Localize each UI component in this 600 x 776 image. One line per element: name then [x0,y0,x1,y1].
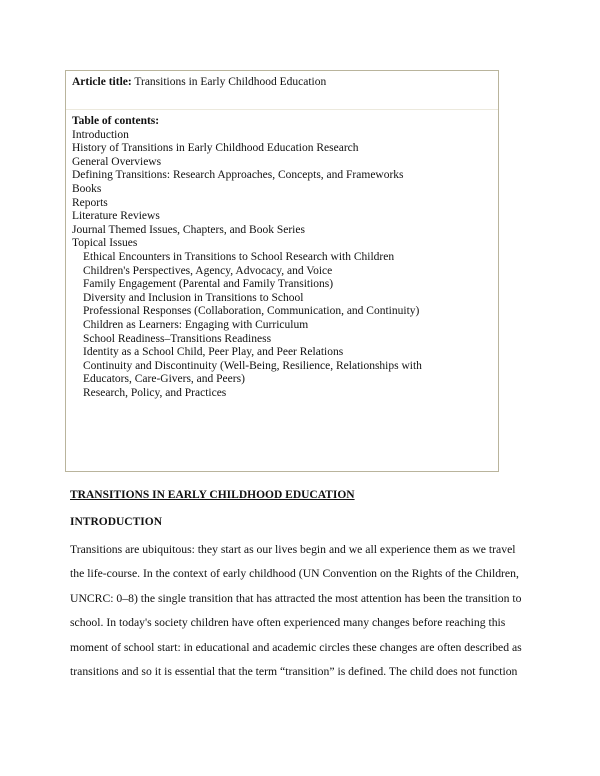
toc-item: Reports [72,196,108,209]
toc-item: Books [72,182,102,195]
table-of-contents [72,115,422,400]
body-line: school. In today's society children have often experienced many changes before reaching this [70,616,506,630]
toc-subitem: Ethical Encounters in Transitions to School Research with Children [83,250,395,263]
toc-subitem: Diversity and Inclusion in Transitions to School [83,291,304,304]
toc-item: General Overviews [72,155,162,168]
body-line: moment of school start: in educational and academic circles these changes are often described as [70,640,522,654]
toc-subitem: School Readiness–Transitions Readiness [83,332,272,345]
toc-subitem: Continuity and Discontinuity (Well-Being, Resilience, Relationships with [83,359,422,372]
article-title-row [66,71,498,110]
toc-item: Literature Reviews [72,210,160,223]
introduction-heading: INTRODUCTION [70,516,163,528]
toc-subitem: Professional Responses (Collaboration, Communication, and Continuity) [83,305,420,318]
toc-item: Introduction [72,128,129,141]
toc-subitem: Children as Learners: Engaging with Curriculum [83,318,309,331]
body-line: Transitions are ubiquitous: they start as our lives begin and we all experience them as we travel [70,543,516,556]
toc-label: Table of contents: [72,115,160,127]
body-line: transitions and so it is essential that the term “transition” is defined. The child does not function [70,665,518,679]
body-line: the life-course. In the context of early childhood (UN Convention on the Rights of the Children, [70,567,519,581]
toc-item: Journal Themed Issues, Chapters, and Book Series [72,223,305,236]
toc-subitem: Family Engagement (Parental and Family Transitions) [83,278,334,291]
article-title [72,76,326,89]
toc-box [65,70,499,472]
toc-subitem: Children's Perspectives, Agency, Advocacy, and Voice [83,264,333,277]
body-line: UNCRC: 0–8) the single transition that has attracted the most attention has been the transition to [70,591,522,605]
toc-subitem: Research, Policy, and Practices [83,386,227,399]
toc-item: History of Transitions in Early Childhood Education Research [72,142,359,155]
toc-item: Defining Transitions: Research Approaches, Concepts, and Frameworks [72,169,404,182]
article-title-value: Transitions in Early Childhood Education [134,76,327,88]
article-title-label: Article title: [72,76,132,88]
introduction-body [70,538,532,684]
toc-subitem: Identity as a School Child, Peer Play, and Peer Relations [83,346,344,359]
article-main-heading: TRANSITIONS IN EARLY CHILDHOOD EDUCATION [70,489,355,501]
toc-item: Topical Issues [72,237,138,250]
toc-subitem: Educators, Care-Givers, and Peers) [83,373,245,386]
